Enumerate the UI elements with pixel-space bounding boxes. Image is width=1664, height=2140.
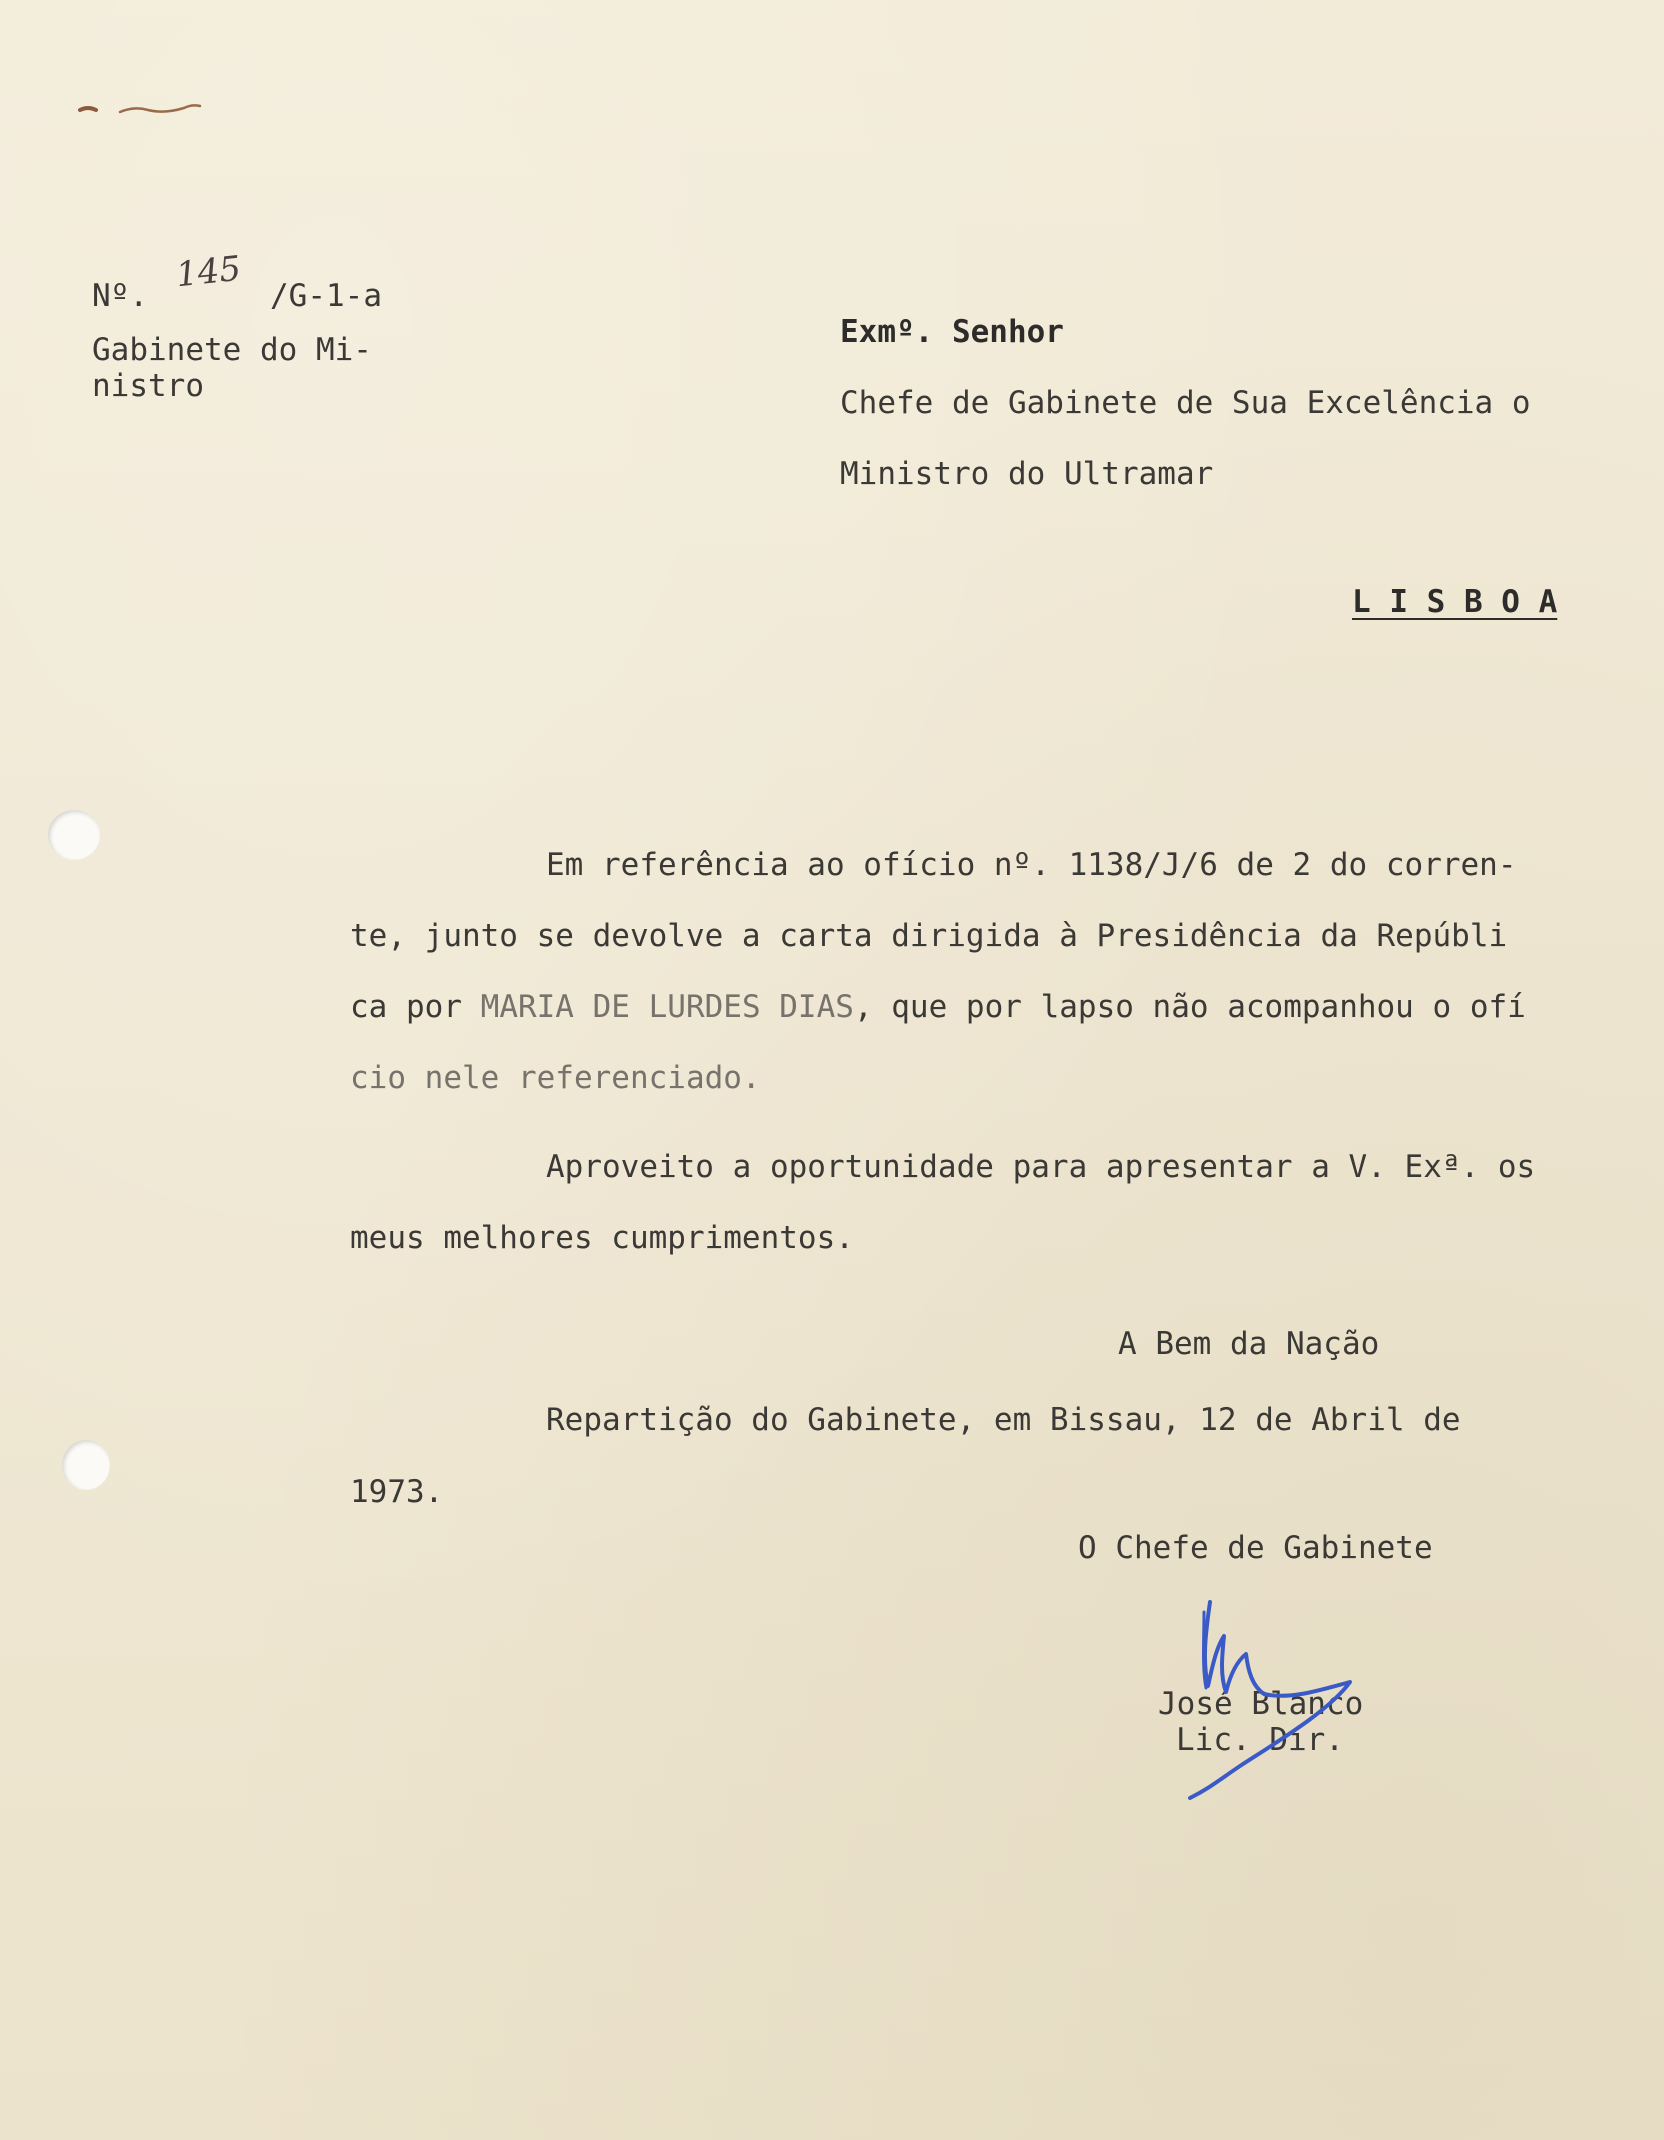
place-date-line-1: Repartição do Gabinete, em Bissau, 12 de Abril de: [546, 1402, 1461, 1438]
body-paragraph-2-line-2: meus melhores cumprimentos.: [350, 1220, 854, 1256]
body-paragraph-1-line-4: cio nele referenciado.: [350, 1060, 761, 1096]
person-name: MARIA DE LURDES DIAS: [480, 989, 854, 1025]
body-line-3-end: , que por lapso não acompanhou o ofí: [853, 989, 1526, 1025]
signer-name: José Blanco: [1158, 1686, 1364, 1722]
office-line-1: Gabinete do Mi-: [92, 332, 372, 368]
handwritten-signature: [1160, 1590, 1390, 1810]
addressee-city: L I S B O A: [1352, 584, 1558, 620]
reference-number-suffix: /G-1-a: [270, 278, 382, 314]
body-paragraph-1-line-2: te, junto se devolve a carta dirigida à Presidência da Repúbli: [350, 918, 1508, 954]
signer-role: O Chefe de Gabinete: [1078, 1530, 1433, 1566]
addressee-line-1: Chefe de Gabinete de Sua Excelência o: [840, 385, 1531, 421]
signer-title: Lic. Dir.: [1176, 1722, 1344, 1758]
body-paragraph-1-line-1: Em referência ao ofício nº. 1138/J/6 de 2 do corren-: [546, 847, 1517, 883]
rust-stain-mark: [74, 96, 214, 126]
addressee-salutation: Exmº. Senhor: [840, 314, 1064, 350]
punch-hole-lower: [62, 1440, 110, 1490]
place-date-line-2: 1973.: [350, 1474, 444, 1510]
office-line-2: nistro: [92, 368, 204, 404]
body-paragraph-1-line-3: [350, 987, 1526, 1027]
punch-hole-upper: [48, 810, 100, 860]
addressee-line-2: Ministro do Ultramar: [840, 456, 1214, 492]
reference-number-handwritten: 145: [174, 248, 243, 296]
closing-motto: A Bem da Nação: [1118, 1326, 1380, 1362]
body-line-3-start: ca por: [350, 989, 481, 1025]
body-paragraph-2-line-1: Aproveito a oportunidade para apresentar a V. Exª. os: [546, 1149, 1536, 1185]
reference-number-prefix: Nº.: [92, 278, 148, 314]
